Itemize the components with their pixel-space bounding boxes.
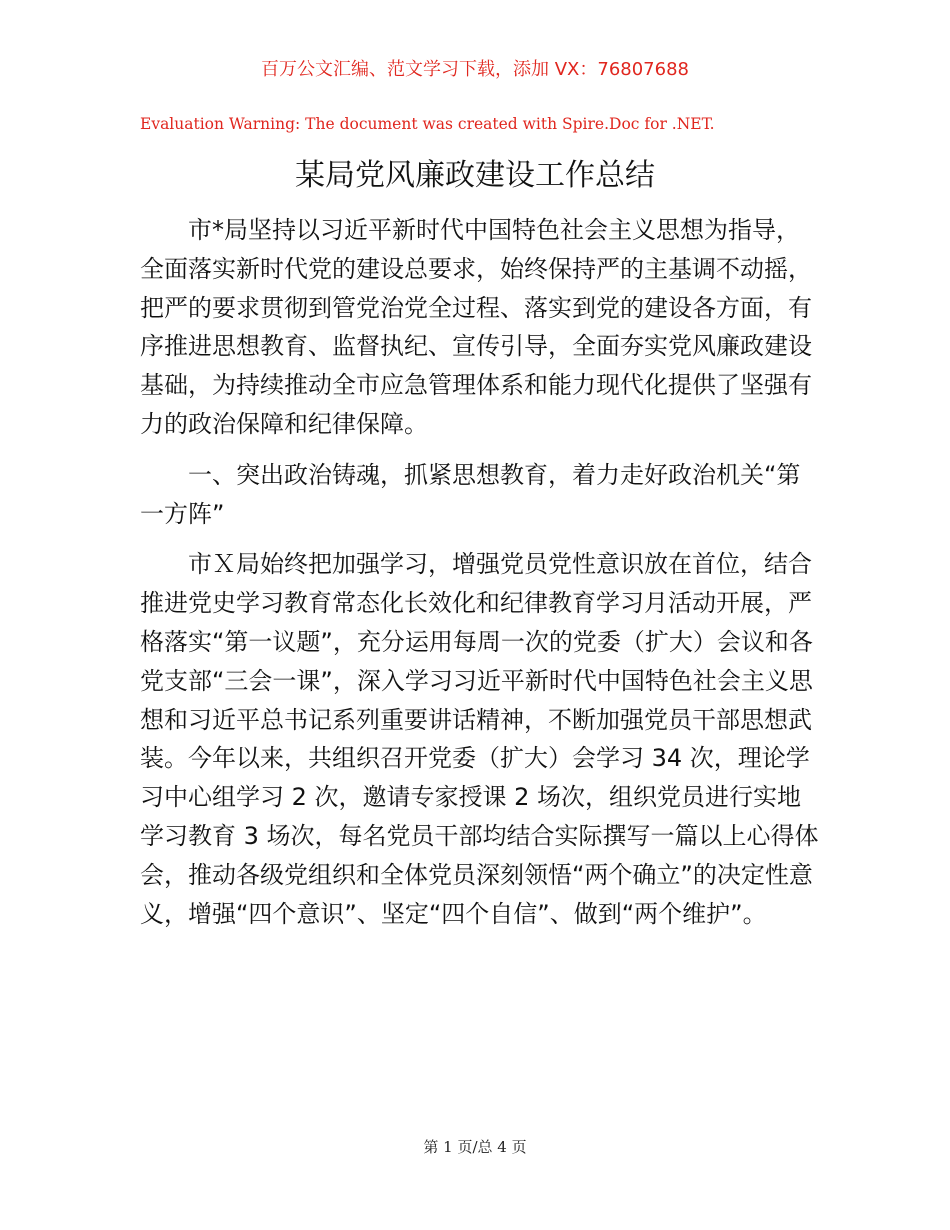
paragraph-section-1: 市Ｘ局始终把加强学习，增强党员党性意识放在首位，结合推进党史学习教育常态化长效化和纪律教育学习月活动开展，严格落实“第一议题”，充分运用每周一次的党委（扩大）会议和各党支部“三会一课”，深入学习习近平新时代中国特色社会主义思想和习近平总书记系列重要讲话精神，不断加强党员干部思想武装。今年以来，共组织召开党委（扩大）会学习 34 次，理论学习中心组学习 2 次，邀请专家授课 2 场次，组织党员进行实地学习教育 3 场次，每名党员干部均结合实际撰写一篇以上心得体会，推动各级党组织和全体党员深刻领悟“两个确立”的决定性意义，增强“四个意识”、坚定“四个自信”、做到“两个维护”。 <box>140 550 819 928</box>
page-indicator: 第 1 页/总 4 页 <box>423 1138 527 1156</box>
promo-banner: 百万公文汇编、范文学习下载，添加 VX：76807688 <box>261 59 689 80</box>
paragraph-intro: 市*局坚持以习近平新时代中国特色社会主义思想为指导，全面落实新时代党的建设总要求，始终保持严的主基调不动摇，把严的要求贯彻到管党治党全过程、落实到党的建设各方面，有序推进思想教育、监督执纪、宣传引导，全面夯实党风廉政建设基础，为持续推动全市应急管理体系和能力现代化提供了坚强有力的政治保障和纪律保障。 <box>140 216 812 438</box>
document-body <box>140 211 822 933</box>
document-title: 某局党风廉政建设工作总结 <box>295 158 655 193</box>
section-heading-1: 一、突出政治铸魂，抓紧思想教育，着力走好政治机关“第一方阵” <box>140 460 801 528</box>
evaluation-warning: Evaluation Warning: The document was created with Spire.Doc for .NET. <box>140 115 715 133</box>
